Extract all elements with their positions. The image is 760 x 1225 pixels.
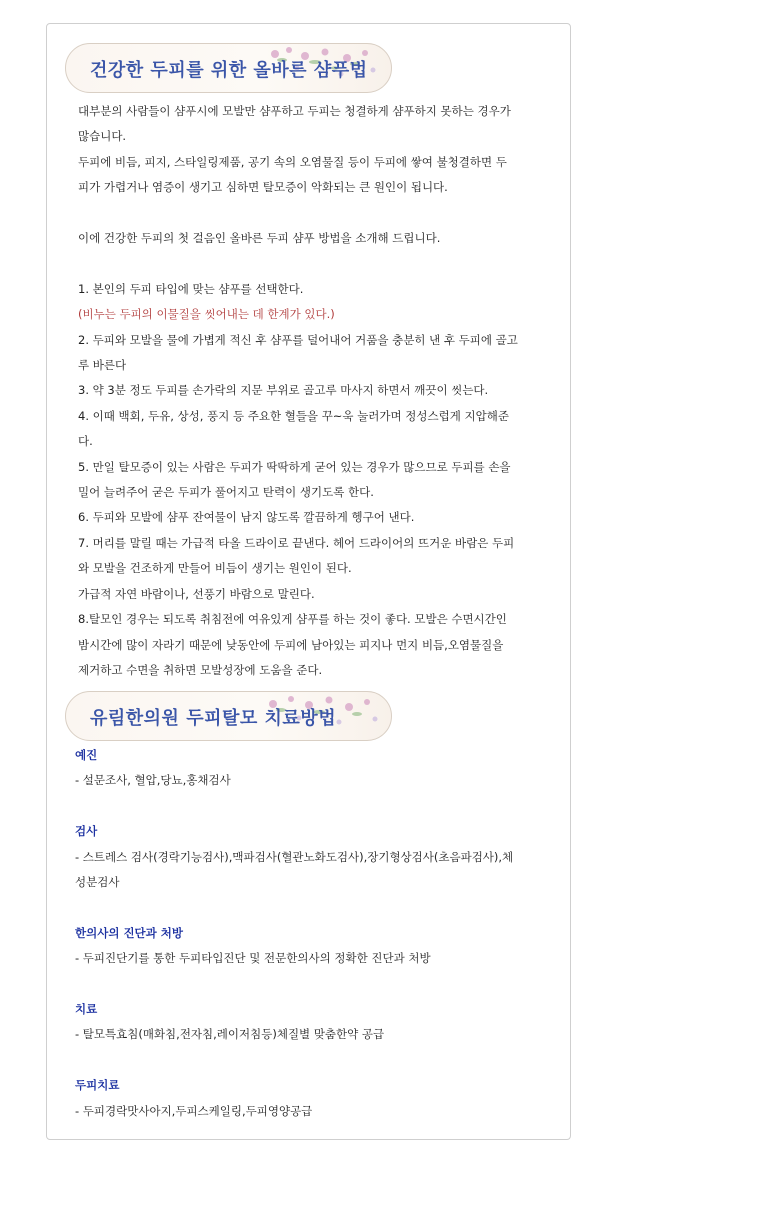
treatment-desc: - 스트레스 검사(경락기능검사),맥파검사(혈관노화도검사),장기형상검사(초음파검사),체 bbox=[75, 849, 514, 864]
text-line: 이에 건강한 두피의 첫 걸음인 올바른 두피 샴푸 방법을 소개해 드립니다. bbox=[78, 231, 441, 246]
treatment-heading: 검사 bbox=[75, 824, 98, 839]
blank-line bbox=[78, 251, 554, 276]
section-banner-shampoo bbox=[65, 43, 392, 93]
blank-line bbox=[75, 972, 555, 997]
section-banner-treatment bbox=[65, 691, 392, 741]
shampoo-instructions bbox=[78, 99, 554, 683]
treatment-desc: - 두피진단기를 통한 두피타입진단 및 전문한의사의 정확한 진단과 처방 bbox=[75, 951, 431, 966]
text-line: 5. 만일 탈모증이 있는 사람은 두피가 딱딱하게 굳어 있는 경우가 많으므로 두피를 손을 bbox=[78, 459, 511, 474]
text-line: 6. 두피와 모발에 샴푸 잔여물이 남지 않도록 깔끔하게 헹구어 낸다. bbox=[78, 510, 415, 525]
text-line: 많습니다. bbox=[78, 129, 127, 144]
text-line: 와 모발을 건조하게 만들어 비듬이 생기는 원인이 된다. bbox=[78, 561, 352, 576]
treatment-heading: 치료 bbox=[75, 1002, 98, 1017]
section-title: 건강한 두피를 위한 올바른 샴푸법 bbox=[90, 60, 368, 81]
text-line: 가급적 자연 바람이나, 선풍기 바람으로 말린다. bbox=[78, 586, 315, 601]
text-line: 밀어 늘려주어 굳은 두피가 풀어지고 탄력이 생기도록 한다. bbox=[78, 485, 374, 500]
treatment-desc: - 두피경락맛사아지,두피스케일링,두피영양공급 bbox=[75, 1103, 313, 1118]
treatment-desc: - 탈모특효침(매화침,전자침,레이저침등)체질별 맞춤한약 공급 bbox=[75, 1027, 385, 1042]
text-line: 다. bbox=[78, 434, 93, 449]
text-line: 1. 본인의 두피 타입에 맞는 샴푸를 선택한다. bbox=[78, 281, 304, 296]
treatment-desc: - 설문조사, 혈압,당뇨,홍채검사 bbox=[75, 773, 231, 788]
treatment-desc: 성분검사 bbox=[75, 875, 120, 890]
treatment-heading: 예진 bbox=[75, 748, 98, 762]
blank-line bbox=[75, 1048, 555, 1073]
treatment-heading: 두피치료 bbox=[75, 1078, 120, 1093]
text-line: 2. 두피와 모발을 물에 가볍게 적신 후 샴푸를 덜어내어 거품을 충분히 낸 후 두피에 골고 bbox=[78, 332, 518, 347]
text-line: 대부분의 사람들이 샴푸시에 모발만 샴푸하고 두피는 청결하게 샴푸하지 못하는 경우가 bbox=[78, 104, 511, 118]
note-line: (비누는 두피의 이물질을 씻어내는 데 한계가 있다.) bbox=[78, 307, 335, 322]
blank-line bbox=[75, 794, 555, 819]
text-line: 3. 약 3분 정도 두피를 손가락의 지문 부위로 골고루 마사지 하면서 깨끗이 씻는다. bbox=[78, 383, 489, 398]
text-line: 피가 가렵거나 염증이 생기고 심하면 탈모증이 악화되는 큰 원인이 됩니다. bbox=[78, 180, 448, 195]
text-line: 4. 이때 백회, 두유, 상성, 풍지 등 주요한 혈들을 꾸~욱 눌러가며 정성스럽게 지압해준 bbox=[78, 408, 509, 423]
text-line: 8.탈모인 경우는 되도록 취침전에 여유있게 샴푸를 하는 것이 좋다. 모발은 수면시간인 bbox=[78, 612, 507, 627]
treatment-heading: 한의사의 진단과 처방 bbox=[75, 925, 183, 940]
text-line: 7. 머리를 말릴 때는 가급적 타올 드라이로 끝낸다. 헤어 드라이어의 뜨거운 바람은 두피 bbox=[78, 535, 515, 550]
text-line: 두피에 비듬, 피지, 스타일링제품, 공기 속의 오염물질 등이 두피에 쌓여 불청결하면 두 bbox=[78, 154, 507, 169]
blank-line bbox=[75, 895, 555, 920]
section-title: 유림한의원 두피탈모 치료방법 bbox=[90, 708, 337, 729]
treatment-list bbox=[75, 743, 555, 1124]
blank-line bbox=[78, 201, 554, 226]
text-line: 제거하고 수면을 취하면 모발성장에 도움을 준다. bbox=[78, 662, 323, 677]
text-line: 밤시간에 많이 자라기 때문에 낮동안에 두피에 남아있는 피지나 먼지 비듬,오염물질을 bbox=[78, 637, 504, 652]
text-line: 루 바른다 bbox=[78, 358, 127, 373]
